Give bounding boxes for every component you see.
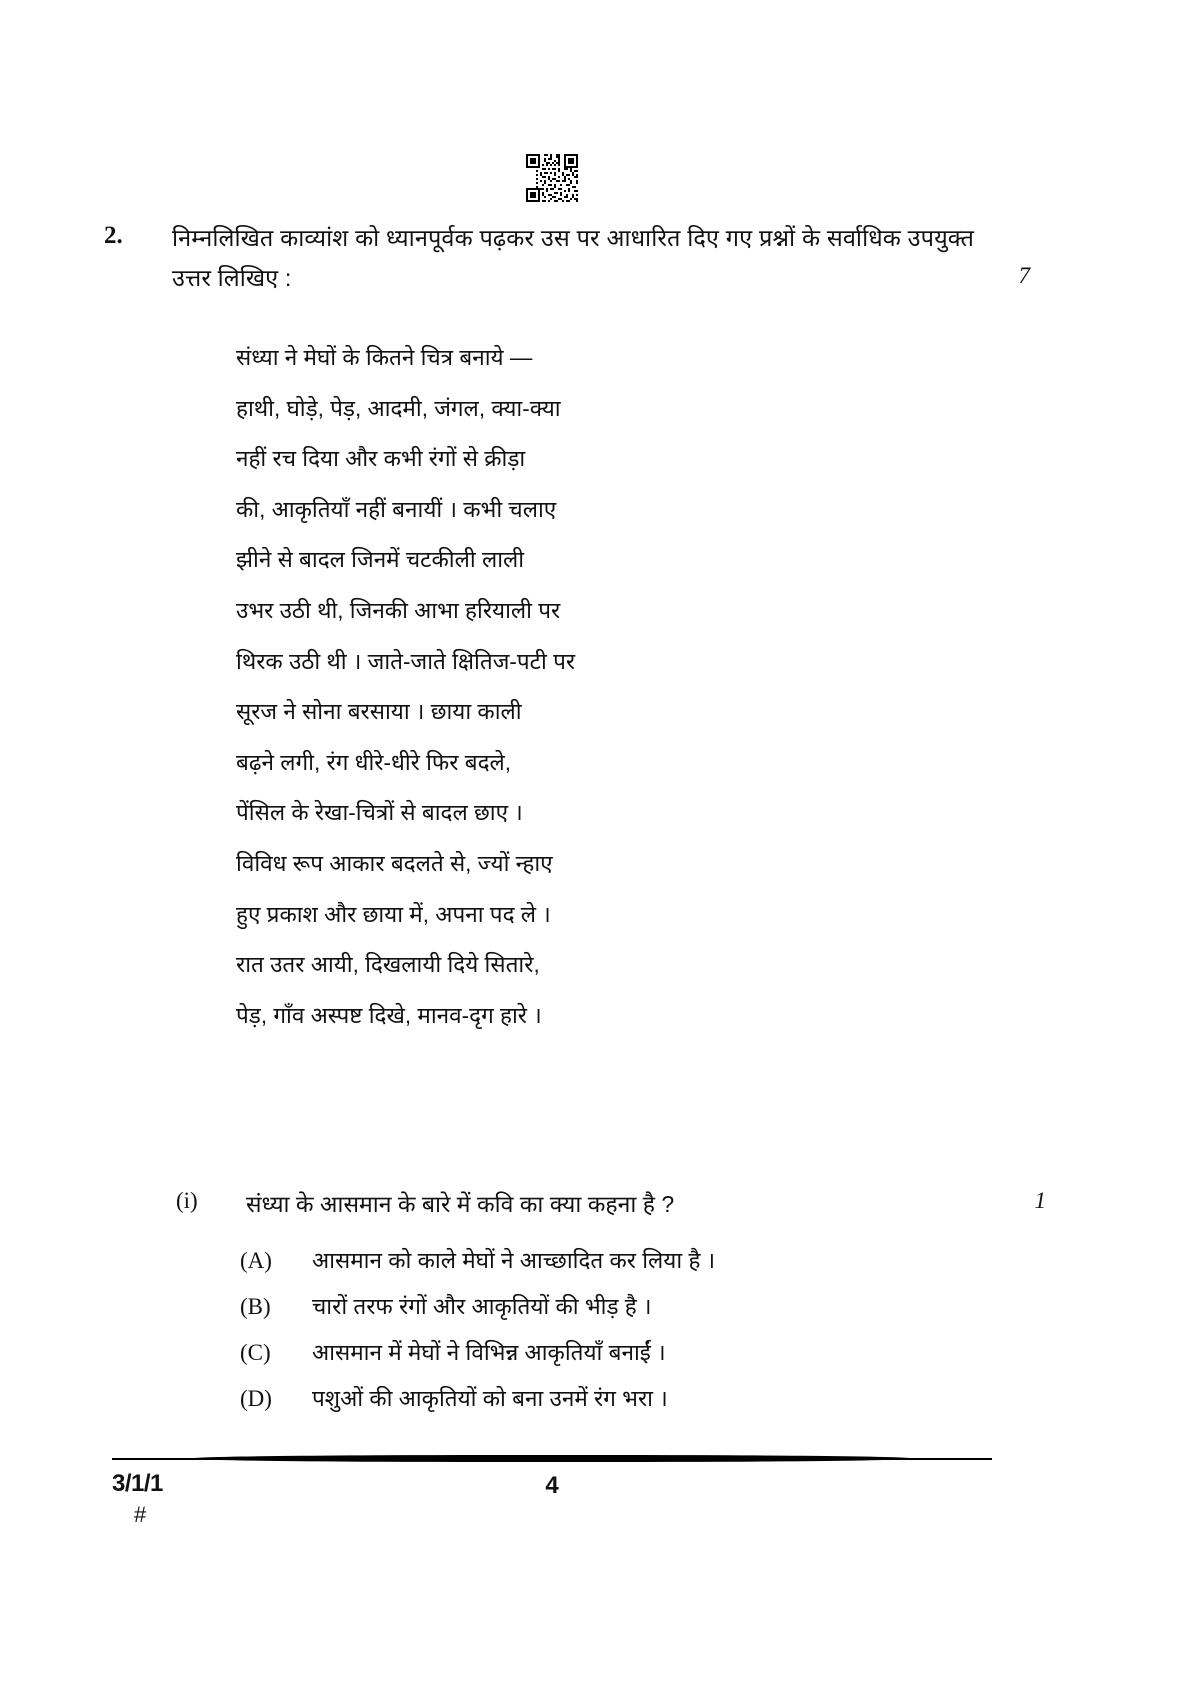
hash-mark: # [134, 1502, 147, 1527]
footer-divider [112, 1455, 992, 1464]
sub-question-text: संध्या के आसमान के बारे में कवि का क्या कहना है ? [246, 1191, 675, 1217]
option-c-key: (C) [240, 1340, 271, 1365]
question-2-block [104, 218, 1044, 299]
option-b[interactable] [240, 1284, 1040, 1330]
poem-line: पेड़, गाँव अस्पष्ट दिखे, मानव-दृग हारे । [236, 1002, 542, 1028]
option-a-text: आसमान को काले मेघों ने आच्छादित कर लिया है । [312, 1248, 716, 1273]
poem-line: हुए प्रकाश और छाया में, अपना पद ले । [236, 901, 551, 927]
poem-line: सूरज ने सोना बरसाया । छाया काली [236, 699, 522, 725]
option-d[interactable] [240, 1376, 1040, 1422]
poem-line: थिरक उठी थी । जाते-जाते क्षितिज-पटी पर [236, 648, 576, 674]
option-a-key: (A) [240, 1248, 272, 1273]
poem-passage [236, 333, 936, 1041]
poem-line: विविध रूप आकार बदलते से, ज्यों न्हाए [236, 850, 553, 876]
poem-line: पेंसिल के रेखा-चित्रों से बादल छाए । [236, 800, 523, 826]
page-footer [112, 1470, 992, 1540]
option-c[interactable] [240, 1330, 1040, 1376]
poem-line: की, आकृतियाँ नहीं बनायीं । कभी चलाए [236, 496, 557, 522]
poem-line: बढ़ने लगी, रंग धीरे-धीरे फिर बदले, [236, 749, 512, 775]
option-d-text: पशुओं की आकृतियों को बना उनमें रंग भरा । [312, 1386, 668, 1411]
sub-question-label: (i) [176, 1188, 198, 1213]
poem-line: संध्या ने मेघों के कितने चित्र बनाये — [236, 345, 533, 370]
option-a[interactable] [240, 1238, 1040, 1284]
option-c-text: आसमान में मेघों ने विभिन्न आकृतियाँ बनाईं । [312, 1340, 666, 1365]
paper-code: 3/1/1 [112, 1470, 163, 1497]
poem-line: रात उतर आयी, दिखलायी दिये सितारे, [236, 952, 540, 978]
poem-line: झीने से बादल जिनमें चटकीली लाली [236, 547, 525, 573]
option-d-key: (D) [240, 1386, 272, 1411]
option-list [240, 1238, 1040, 1422]
sub-question-i [176, 1188, 1046, 1220]
poem-line: नहीं रच दिया और कभी रंगों से क्रीड़ा [236, 446, 526, 472]
footer-divider-bulge [191, 1455, 913, 1462]
page-number: 4 [545, 1472, 559, 1499]
question-number: 2. [104, 222, 123, 249]
question-marks: 7 [1018, 263, 1030, 288]
option-b-key: (B) [240, 1294, 271, 1319]
qr-code-icon [524, 152, 580, 204]
poem-line: उभर उठी थी, जिनकी आभा हरियाली पर [236, 597, 561, 623]
question-stem-text: निम्नलिखित काव्यांश को ध्यानपूर्वक पढ़कर उस पर आधारित दिए गए प्रश्नों के सर्वाधिक उपयुक्त उत्तर लिखिए : [172, 225, 974, 292]
option-b-text: चारों तरफ रंगों और आकृतियों की भीड़ है । [312, 1294, 652, 1319]
poem-line: हाथी, घोड़े, पेड़, आदमी, जंगल, क्या-क्या [236, 395, 561, 421]
sub-question-marks: 1 [1034, 1188, 1046, 1213]
